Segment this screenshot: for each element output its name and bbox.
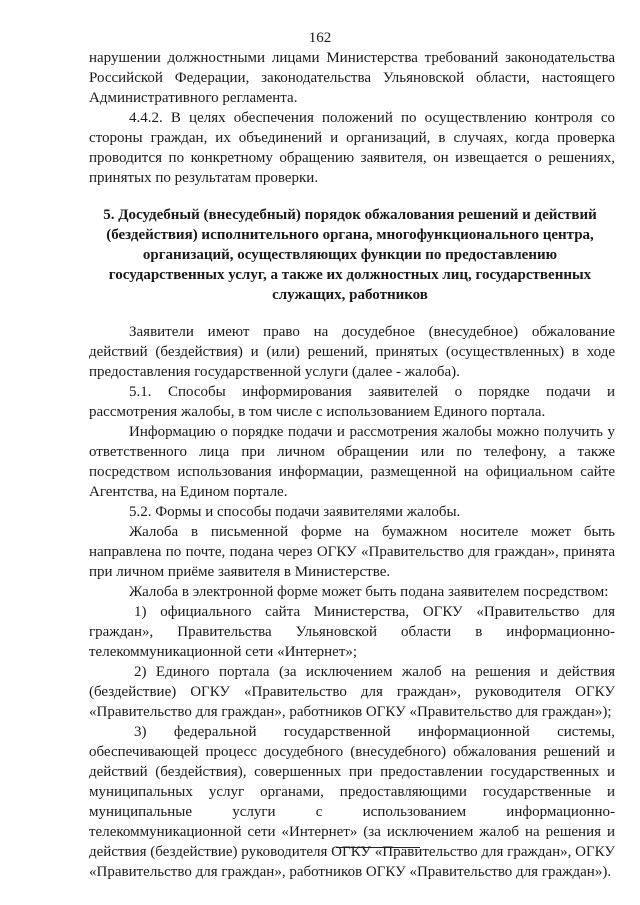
paragraph-information: Информацию о порядке подачи и рассмотрения жалобы можно получить у ответственного лица при личном обращении или по телефону, а также посредством использования информации, размещенной на официальном сайте Агентства, на Едином портале.	[89, 424, 615, 500]
paragraph-complaint-right: Заявители имеют право на досудебное (внесудебное) обжалование действий (бездействия) и (или) решений, принятых (осуществленных) в ходе предоставления государственной услуги (далее - жалоба).	[89, 324, 615, 380]
paragraph-4-4-2: 4.4.2. В целях обеспечения положений по осуществлению контроля со стороны граждан, их объединений и организаций, в случаях, когда проверка проводится по конкретному обращению заявителя, он извещается о решениях, принятых по результатам проверки.	[89, 110, 615, 186]
paragraph-written-complaint: Жалоба в письменной форме на бумажном носителе может быть направлена по почте, подана через ОГКУ «Правительство для граждан», принята при личном приёме заявителя в Министерстве.	[89, 524, 615, 580]
paragraph-5-2: 5.2. Формы и способы подачи заявителями жалобы.	[129, 504, 461, 520]
paragraph-continuation: нарушении должностными лицами Министерства требований законодательства Российской Федерации, законодательства Ульяновской области, настоящего Административного регламента.	[89, 50, 615, 106]
page-number: 162	[308, 30, 332, 46]
list-item-3: 3) федеральной государственной информационной системы, обеспечивающей процесс досудебного (внесудебного) обжалования решений и действий (бездействия), совершенных при предоставлении государственных и муниципальных услуг органами, предоставляющими государственные и муниципальные услуги с использованием информационно-телекоммуникационной сети «Интернет» (за исключением жалоб на решения и действия (бездействие) руководителя ОГКУ «Правительство для граждан», ОГКУ «Правительство для граждан», работников ОГКУ «Правительство для граждан»).	[89, 724, 615, 880]
list-item-1: 1) официального сайта Министерства, ОГКУ «Правительство для граждан», Правительства Ульяновской области в информационно-телекоммуникационной сети «Интернет»;	[89, 604, 615, 660]
end-divider-line	[336, 847, 420, 848]
paragraph-electronic-complaint: Жалоба в электронной форме может быть подана заявителем посредством:	[129, 584, 609, 600]
section-heading: 5. Досудебный (внесудебный) порядок обжалования решений и действий (бездействия) исполнительного органа, многофункционального центра, организаций, осуществляющих функции по предоставлению государственных услуг, а также их должностных лиц, государственных служащих, работников	[103, 207, 597, 303]
paragraph-5-1: 5.1. Способы информирования заявителей о порядке подачи и рассмотрения жалобы, в том числе с использованием Единого портала.	[89, 384, 615, 420]
list-item-2: 2) Единого портала (за исключением жалоб на решения и действия (бездействие) ОГКУ «Правительство для граждан», руководителя ОГКУ «Правительство для граждан», работников ОГКУ «Правительство для граждан»);	[89, 664, 615, 720]
document-body	[89, 48, 615, 882]
